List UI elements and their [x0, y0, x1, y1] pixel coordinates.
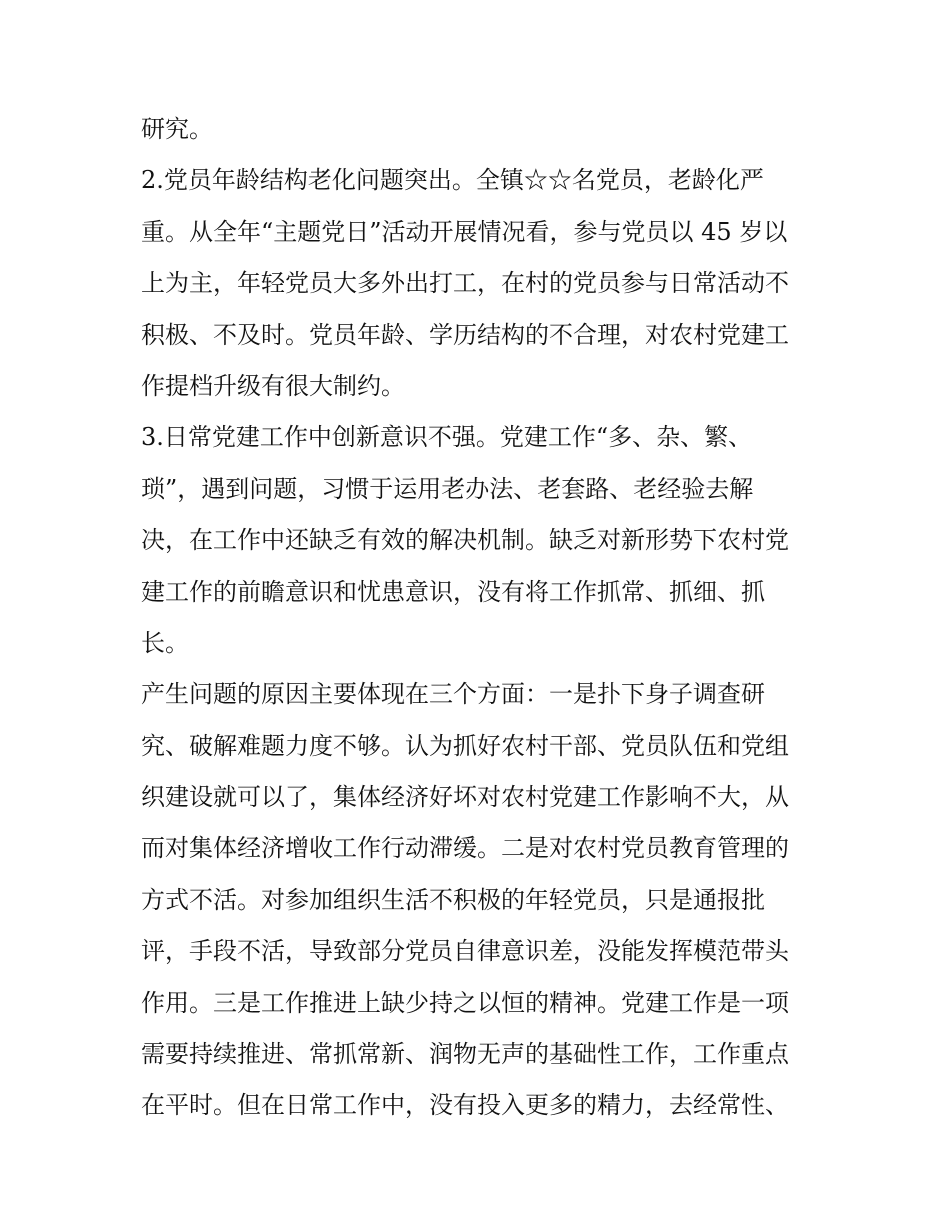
- text-line-8: 琐”，遇到问题，习惯于运用老办法、老套路、老经验去解: [141, 474, 754, 503]
- text-line-7: 3.日常党建工作中创新意识不强。党建工作“多、杂、繁、: [141, 423, 753, 452]
- text-line-19: 需要持续推进、常抓常新、润物无声的基础性工作，工作重点: [141, 1040, 789, 1069]
- text-line-20: 在平时。但在日常工作中，没有投入更多的精力，去经常性、: [141, 1091, 789, 1120]
- text-line-15: 而对集体经济增收工作行动滞缓。二是对农村党员教育管理的: [141, 834, 789, 863]
- text-line-14: 织建设就可以了，集体经济好坏对农村党建工作影响不大，从: [141, 783, 789, 812]
- text-line-12: 产生问题的原因主要体现在三个方面：一是扑下身子调查研: [141, 680, 765, 709]
- text-line-11: 长。: [141, 628, 189, 657]
- text-line-17: 评，手段不活，导致部分党员自律意识差，没能发挥模范带头: [141, 937, 789, 966]
- text-line-3: 重。从全年“主题党日”活动开展情况看，参与党员以 45 岁以: [141, 217, 788, 246]
- text-line-6: 作提档升级有很大制约。: [141, 371, 405, 400]
- text-line-18: 作用。三是工作推进上缺少持之以恒的精神。党建工作是一项: [141, 988, 789, 1017]
- text-line-2: 2.党员年龄结构老化问题突出。全镇☆☆名党员，老龄化严: [141, 166, 764, 195]
- text-line-10: 建工作的前瞻意识和忧患意识，没有将工作抓常、抓细、抓: [141, 577, 765, 606]
- text-line-4: 上为主，年轻党员大多外出打工，在村的党员参与日常活动不: [141, 269, 789, 298]
- text-line-13: 究、破解难题力度不够。认为抓好农村干部、党员队伍和党组: [141, 731, 789, 760]
- text-line-9: 决，在工作中还缺乏有效的解决机制。缺乏对新形势下农村党: [141, 526, 789, 555]
- text-line-16: 方式不活。对参加组织生活不积极的年轻党员，只是通报批: [141, 885, 765, 914]
- text-line-1: 研究。: [141, 115, 213, 143]
- document-body: [141, 104, 821, 1132]
- text-line-5: 积极、不及时。党员年龄、学历结构的不合理，对农村党建工: [141, 320, 789, 349]
